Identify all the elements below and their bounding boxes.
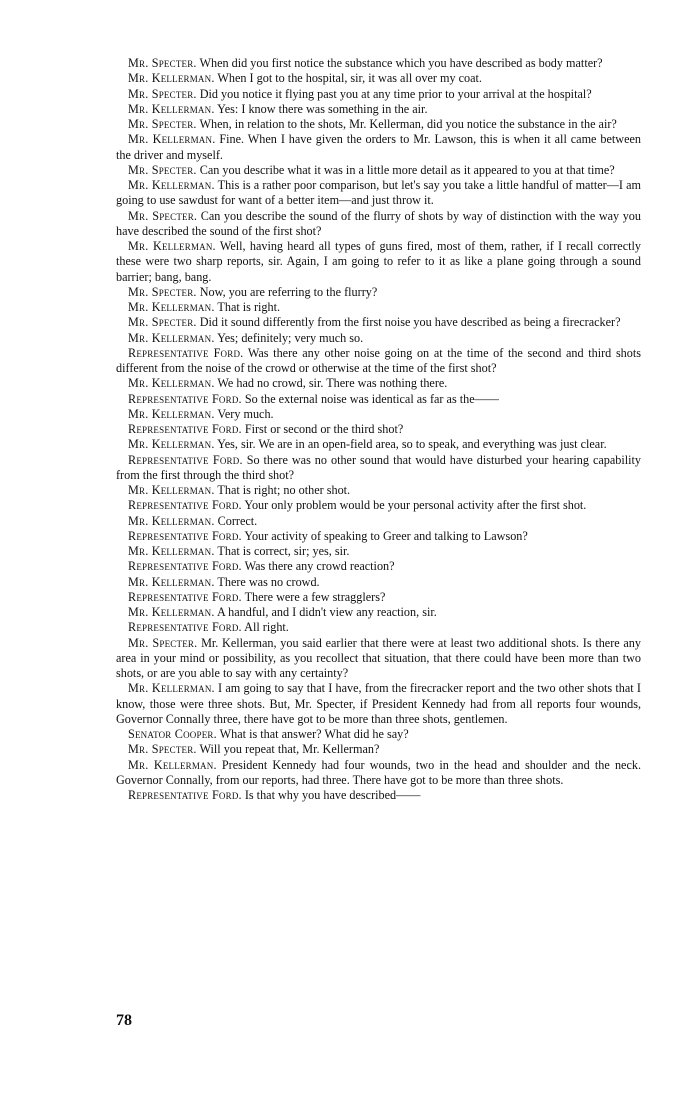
paragraph: [116, 590, 641, 605]
speaker-name: Representative Ford.: [128, 528, 242, 543]
statement-text: Will you repeat that, Mr. Kellerman?: [196, 742, 380, 757]
speaker-name: Mr. Specter.: [128, 315, 197, 330]
statement-text: Very much.: [214, 406, 274, 421]
statement-text: We had no crowd, sir. There was nothing there.: [214, 376, 448, 391]
statement-text: That is right.: [214, 300, 281, 314]
paragraph: [116, 636, 641, 682]
statement-text: Is that why you have described——: [241, 788, 421, 802]
speaker-name: Mr. Specter.: [128, 284, 197, 299]
statement-text: So there was no other sound that would have disturbed your hearing capability from the first through the third shot?: [116, 452, 642, 482]
statement-text: Well, having heard all types of guns fired, most of them, rather, if I recall correctly these were two sharp reports, sir. Again, I am going to refer to it as like a plane going through a sound barrier; bang, bang.: [116, 239, 641, 284]
paragraph: [116, 132, 641, 163]
statement-text: There were a few stragglers?: [241, 589, 386, 604]
statement-text: That is correct, sir; yes, sir.: [214, 544, 350, 558]
paragraph: [116, 727, 641, 742]
statement-text: There was no crowd.: [214, 574, 320, 589]
speaker-name: Mr. Specter.: [128, 635, 198, 650]
statement-text: Can you describe what it was in a little more detail as it appeared to you at that time?: [196, 162, 615, 177]
statement-text: What is that answer? What did he say?: [216, 727, 409, 741]
paragraph: [116, 376, 641, 391]
page-number: 78: [116, 1012, 132, 1029]
paragraph: [116, 559, 641, 574]
paragraph: [116, 758, 641, 789]
speaker-name: Mr. Specter.: [128, 742, 197, 757]
paragraph: [116, 529, 641, 544]
statement-text: Yes, sir. We are in an open-field area, so to speak, and everything was just clear.: [214, 437, 607, 452]
paragraph: [116, 514, 641, 529]
paragraph: [116, 285, 641, 300]
paragraph: [116, 71, 641, 86]
paragraph: [116, 392, 641, 407]
speaker-name: Representative Ford.: [128, 559, 242, 574]
paragraph: [116, 102, 641, 117]
speaker-name: Mr. Specter.: [128, 86, 197, 101]
paragraph: [116, 742, 641, 757]
speaker-name: Representative Ford.: [128, 391, 242, 406]
speaker-name: Representative Ford.: [128, 422, 242, 436]
paragraph: [116, 87, 641, 102]
paragraph: [116, 117, 641, 132]
paragraph: [116, 437, 641, 452]
speaker-name: Representative Ford.: [128, 589, 242, 604]
paragraph: [116, 56, 641, 71]
speaker-name: Mr. Kellerman.: [128, 605, 215, 619]
speaker-name: Mr. Kellerman.: [128, 681, 215, 696]
speaker-name: Mr. Specter.: [128, 117, 197, 131]
speaker-name: Mr. Kellerman.: [128, 330, 215, 345]
speaker-name: Mr. Kellerman.: [128, 71, 215, 86]
statement-text: A handful, and I didn't view any reaction, sir.: [214, 605, 437, 619]
statement-text: Correct.: [214, 513, 258, 528]
paragraph: [116, 178, 641, 209]
statement-text: Yes: I know there was something in the air.: [214, 101, 428, 116]
paragraph: [116, 209, 641, 240]
speaker-name: Mr. Kellerman.: [128, 178, 215, 192]
paragraph: [116, 788, 641, 803]
statement-text: Was there any other noise going on at the time of the second and third shots different from the noise of the crowd or otherwise at the time of the first shot?: [116, 345, 641, 375]
paragraph: [116, 498, 641, 513]
statement-text: That is right; no other shot.: [214, 483, 351, 497]
paragraph: [116, 575, 641, 590]
speaker-name: Representative Ford.: [128, 345, 244, 360]
speaker-name: Mr. Kellerman.: [128, 513, 215, 528]
statement-text: So the external noise was identical as far as the——: [241, 391, 499, 406]
speaker-name: Mr. Kellerman.: [128, 406, 215, 421]
speaker-name: Mr. Kellerman.: [128, 132, 216, 147]
statement-text: President Kennedy had four wounds, two in the head and shoulder and the neck. Governor Connally, from our reports, had three. There have got to be more than three shots.: [116, 757, 641, 787]
paragraph: [116, 300, 641, 315]
speaker-name: Representative Ford.: [128, 452, 243, 467]
transcript-body: [116, 56, 641, 803]
statement-text: This is a rather poor comparison, but let's say you take a little handful of matter—I am going to use sawdust for want of a better item—and just throw it.: [116, 178, 641, 208]
speaker-name: Mr. Specter.: [128, 162, 197, 177]
speaker-name: Mr. Kellerman.: [128, 239, 216, 253]
speaker-name: Mr. Specter.: [128, 208, 198, 223]
paragraph: [116, 239, 641, 285]
speaker-name: Mr. Kellerman.: [128, 101, 215, 116]
paragraph: [116, 163, 641, 178]
statement-text: Yes; definitely; very much so.: [214, 330, 364, 345]
statement-text: Now, you are referring to the flurry?: [196, 284, 378, 299]
statement-text: Was there any crowd reaction?: [241, 559, 395, 574]
paragraph: [116, 315, 641, 330]
paragraph: [116, 681, 641, 727]
statement-text: Fine. When I have given the orders to Mr. Lawson, this is when it all came between the driver and myself.: [116, 132, 641, 162]
paragraph: [116, 331, 641, 346]
statement-text: Can you describe the sound of the flurry of shots by way of distinction with the way you have described the sound of the first shot?: [116, 208, 641, 238]
paragraph: [116, 620, 641, 635]
paragraph: [116, 605, 641, 620]
speaker-name: Representative Ford.: [128, 620, 242, 635]
statement-text: Mr. Kellerman, you said earlier that there were at least two additional shots. Is there any area in your mind or possibility, as you recollect that situation, that there could have been more than two shots, or are you able to say with any certainty?: [116, 635, 641, 680]
paragraph: [116, 483, 641, 498]
statement-text: Your activity of speaking to Greer and talking to Lawson?: [241, 528, 528, 543]
speaker-name: Mr. Kellerman.: [128, 376, 215, 391]
statement-text: When, in relation to the shots, Mr. Kellerman, did you notice the substance in the air?: [196, 117, 617, 131]
statement-text: I am going to say that I have, from the firecracker report and the two other shots that I know, those were three shots. But, Mr. Specter, if President Kennedy had from all reports four wounds, Governor Connally three, there have got to be more than three shots, gentlemen.: [116, 681, 641, 726]
speaker-name: Mr. Kellerman.: [128, 574, 215, 589]
statement-text: All right.: [241, 620, 289, 635]
statement-text: First or second or the third shot?: [241, 422, 404, 436]
speaker-name: Mr. Specter.: [128, 56, 197, 70]
statement-text: When I got to the hospital, sir, it was all over my coat.: [214, 71, 482, 86]
paragraph: [116, 422, 641, 437]
statement-text: Your only problem would be your personal activity after the first shot.: [241, 498, 587, 513]
paragraph: [116, 544, 641, 559]
speaker-name: Senator Cooper.: [128, 727, 217, 741]
paragraph: [116, 346, 641, 377]
statement-text: Did it sound differently from the first noise you have described as being a firecracker?: [196, 315, 621, 330]
speaker-name: Representative Ford.: [128, 498, 242, 513]
paragraph: [116, 407, 641, 422]
statement-text: When did you first notice the substance which you have described as body matter?: [196, 56, 603, 70]
paragraph: [116, 453, 641, 484]
speaker-name: Representative Ford.: [128, 788, 242, 802]
speaker-name: Mr. Kellerman.: [128, 437, 215, 452]
speaker-name: Mr. Kellerman.: [128, 757, 217, 772]
speaker-name: Mr. Kellerman.: [128, 483, 215, 497]
speaker-name: Mr. Kellerman.: [128, 300, 215, 314]
statement-text: Did you notice it flying past you at any time prior to your arrival at the hospital?: [196, 86, 592, 101]
speaker-name: Mr. Kellerman.: [128, 544, 215, 558]
